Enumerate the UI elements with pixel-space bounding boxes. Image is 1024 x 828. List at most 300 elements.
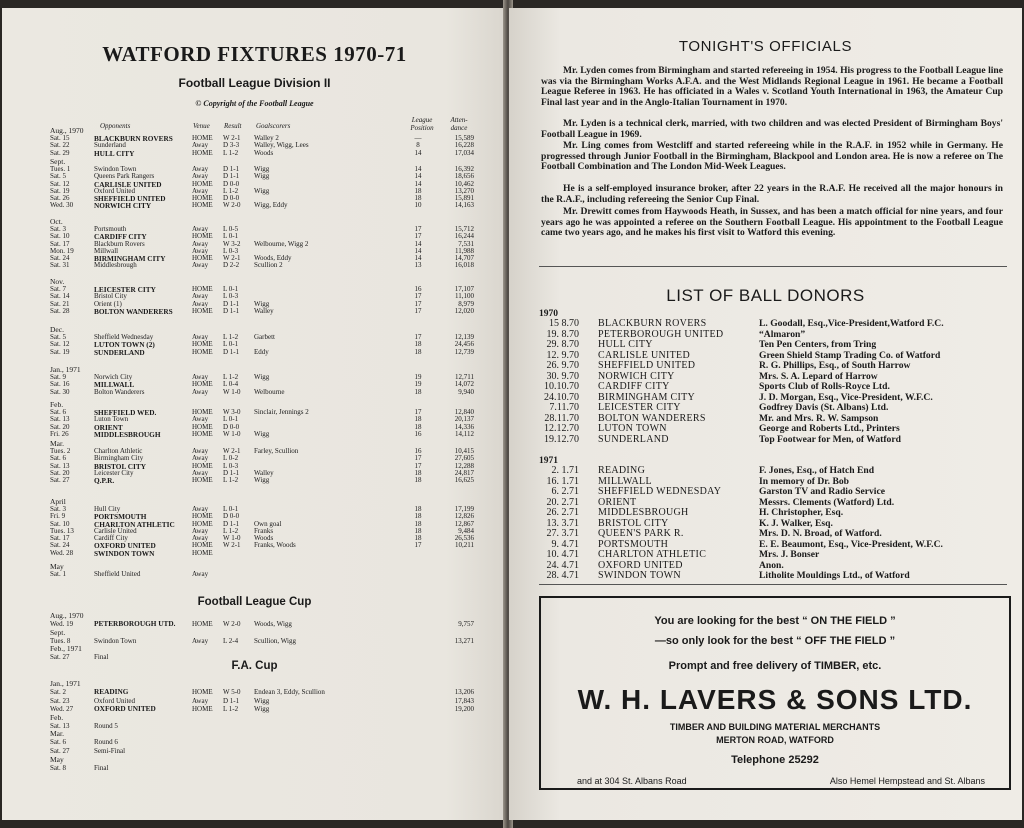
fixture-result: L 0-1 <box>223 285 239 293</box>
fixture-venue: Away <box>192 292 209 301</box>
donor-match-date: 16. 1.71 <box>546 475 579 487</box>
fixture-result: L 0-2 <box>223 454 239 463</box>
fixture-date: Sat. 13 <box>50 461 70 470</box>
donor-row <box>539 424 1009 435</box>
fixture-venue: HOME <box>192 194 213 203</box>
fixture-venue: Away <box>192 526 209 535</box>
fixture-venue: HOME <box>192 148 213 157</box>
venue-header: Venue <box>193 122 210 130</box>
fixture-attendance: 14,112 <box>455 429 474 438</box>
fixture-result: L 1-2 <box>223 333 239 341</box>
fixture-date: Sat. 13 <box>50 415 70 424</box>
fixture-result: L 1-2 <box>223 148 239 157</box>
fixture-date: Sat. 22 <box>50 141 70 150</box>
donor-row <box>539 529 1009 540</box>
fixture-row <box>42 705 472 714</box>
fixture-attendance: 9,940 <box>458 387 474 396</box>
fixture-attendance: 12,840 <box>454 408 474 416</box>
donor-match-date: 9. 4.71 <box>551 538 579 550</box>
fixture-league-position: 18 <box>414 476 422 485</box>
fixture-row <box>42 722 472 731</box>
fixture-date: Sat. 27 <box>50 746 70 755</box>
fixture-result: W 2-1 <box>223 254 241 263</box>
month-label: Sept. <box>50 157 66 166</box>
officials-paragraph: Mr. Lyden comes from Birmingham and started refereeing in 1954. His progress to the Football League line was via the Birmingham Works A.F.A. and the West Midlands Regional League in 1961. He became a Football League Referee in 1963. He has officiated in a Wales v. Scotland Youth International in 1963, the Amateur Cup Final last year and in the Anglo-Italian Tournament in 1970. <box>541 65 1003 108</box>
fixture-scorers: Woods, Eddy <box>254 254 292 263</box>
fixture-attendance: 15,712 <box>454 225 474 233</box>
division-subtitle: Football League Division II <box>178 76 331 90</box>
fixture-row <box>42 202 472 209</box>
fixture-scorers: Woods <box>254 534 274 543</box>
fixture-date: Fri. 9 <box>50 512 66 521</box>
fixture-date: Sat. 6 <box>50 408 66 416</box>
copyright-note: © Copyright of the Football League <box>195 99 314 108</box>
donor-name: Top Footwear for Men, of Watford <box>759 433 901 445</box>
donor-row <box>539 361 1009 372</box>
fixture-opponent: Bristol City <box>94 292 127 301</box>
fixture-opponent: Sheffield United <box>94 570 141 578</box>
month-section <box>42 127 472 157</box>
fixture-scorers: Scullion, Wigg <box>254 636 296 645</box>
fixture-date: Sat. 10 <box>50 519 70 528</box>
fixture-opponent: MIDDLESBROUGH <box>94 429 161 439</box>
fixture-venue: HOME <box>192 476 213 485</box>
fixture-attendance: 9,757 <box>458 620 474 628</box>
ball-donors-title: LIST OF BALL DONORS <box>666 286 865 305</box>
fixture-result: D 1-1 <box>223 519 240 528</box>
fixture-venue: HOME <box>192 306 213 315</box>
fixture-scorers: Wigg <box>254 165 270 173</box>
fixture-date: Tues. 8 <box>50 636 71 645</box>
donor-match-date: 19.12.70 <box>544 433 579 445</box>
fixture-row <box>42 477 472 484</box>
donor-match-date: 28.11.70 <box>544 412 579 424</box>
fixture-row <box>42 150 472 157</box>
donors-year-1970: 1970 <box>539 309 558 319</box>
fixture-result: D 1-1 <box>223 165 240 173</box>
donor-match-date: 6. 2.71 <box>551 486 579 497</box>
donor-opponent: PORTSMOUTH <box>598 538 669 550</box>
month-section <box>42 366 472 396</box>
fixture-opponent: Queens Park Rangers <box>94 172 155 181</box>
month-label: Nov. <box>50 277 65 286</box>
fixture-opponent: BIRMINGHAM CITY <box>94 254 166 264</box>
fixture-opponent: Bolton Wanderers <box>94 387 145 396</box>
fixture-date: Sat. 23 <box>50 696 70 705</box>
fixture-league-position: 18 <box>414 526 422 535</box>
fixture-attendance: 17,034 <box>454 148 474 157</box>
divider <box>539 266 1007 267</box>
fixture-result: D 1-1 <box>223 468 240 477</box>
fixture-date: Fri. 26 <box>50 429 69 438</box>
fixture-opponent: NORWICH CITY <box>94 201 152 211</box>
fixture-result: D 1-1 <box>223 299 240 308</box>
fixture-attendance: 12,711 <box>455 373 474 381</box>
fixture-venue: HOME <box>192 461 213 470</box>
fixture-attendance: 10,462 <box>454 179 474 188</box>
fixture-scorers: Walley <box>254 468 274 477</box>
fixture-opponent: Q.P.R. <box>94 476 115 486</box>
advert-telephone: Telephone 25292 <box>731 754 819 766</box>
fixture-opponent: Birmingham City <box>94 454 144 463</box>
fixture-result: W 2-1 <box>223 134 241 142</box>
fixture-attendance: 17,843 <box>454 696 474 705</box>
fixture-scorers: Eddy <box>254 347 269 356</box>
fixture-date: Wed. 28 <box>50 548 74 557</box>
fixture-result: L 1-2 <box>223 526 239 535</box>
fixture-venue: Away <box>192 454 209 463</box>
fixture-scorers: Franks <box>254 526 274 535</box>
fixture-attendance: 13,206 <box>454 688 474 696</box>
fixture-scorers: Wigg <box>254 705 270 714</box>
donor-match-date: 29. 8.70 <box>546 339 579 350</box>
fixture-venue: Away <box>192 141 209 150</box>
donors-year-1971: 1971 <box>539 456 558 466</box>
fixture-league-position: 17 <box>414 292 422 301</box>
donor-opponent: MIDDLESBROUGH <box>598 507 689 518</box>
fixture-scorers: Garbett <box>254 333 275 341</box>
fixture-venue: HOME <box>192 548 213 557</box>
fixture-venue: HOME <box>192 422 213 431</box>
month-section <box>42 278 472 315</box>
donor-match-date: 30. 9.70 <box>546 370 579 382</box>
donor-name: K. J. Walker, Esq. <box>759 517 833 529</box>
fixture-result: D 1-1 <box>223 306 240 315</box>
fixture-date: Sat. 6 <box>50 454 66 463</box>
fixture-venue: Away <box>192 636 209 645</box>
fixture-row <box>42 308 472 315</box>
fixture-scorers: Endean 3, Eddy, Scullion <box>254 688 325 696</box>
fixture-attendance: 11,100 <box>455 292 474 301</box>
fixture-opponent: Round 6 <box>94 738 118 747</box>
fixture-league-position: 14 <box>414 239 422 248</box>
fixture-venue: HOME <box>192 512 213 521</box>
fixture-result: W 2-0 <box>223 201 241 210</box>
fixture-opponent: Final <box>94 653 109 662</box>
fixture-scorers: Farley, Scullion <box>254 447 299 455</box>
fixture-attendance: 18,656 <box>454 172 474 181</box>
fixture-result: D 1-1 <box>223 172 240 181</box>
fixture-date: Sat. 26 <box>50 194 70 203</box>
donor-name: Ten Pen Centers, from Tring <box>759 339 877 350</box>
fixture-result: D 0-0 <box>223 179 240 188</box>
fixture-opponent: OXFORD UNITED <box>94 541 156 551</box>
advert-firm-name: W. H. LAVERS & SONS LTD. <box>577 684 973 715</box>
fixture-result: W 1-0 <box>223 534 241 543</box>
fixture-venue: Away <box>192 415 209 424</box>
donor-row <box>539 508 1009 519</box>
donor-name: Godfrey Davis (St. Albans) Ltd. <box>759 402 889 413</box>
fixture-date: Sat. 15 <box>50 134 70 142</box>
fixture-attendance: 15,891 <box>454 194 474 203</box>
fixture-attendance: 10,211 <box>455 541 474 550</box>
league-position-header: League Position <box>410 116 434 132</box>
fixture-attendance: 14,163 <box>454 201 474 210</box>
fixture-opponent: LEICESTER CITY <box>94 285 156 294</box>
month-label: Feb., 1971 <box>50 644 82 654</box>
fixture-date: Sat. 16 <box>50 380 70 389</box>
fixture-venue: Away <box>192 239 209 248</box>
fixture-date: Sat. 29 <box>50 148 70 157</box>
fixture-scorers: Welbourne, Wigg 2 <box>254 239 309 248</box>
fixture-league-position: 18 <box>414 415 422 424</box>
month-label: Aug., 1970 <box>50 611 84 620</box>
fixture-opponent: Millwall <box>94 246 119 255</box>
fixture-opponent: Swindon Town <box>94 165 137 173</box>
fixture-league-position: 16 <box>414 429 422 438</box>
fixture-opponent: Round 5 <box>94 721 118 730</box>
fixture-row <box>42 637 472 646</box>
fixture-opponent: Hull City <box>94 505 121 513</box>
fixture-result: L 2-4 <box>223 636 239 645</box>
fixture-result: L 0-5 <box>223 225 239 233</box>
fixture-league-position: 17 <box>414 541 422 550</box>
fixture-league-position: 18 <box>414 534 422 543</box>
fixture-league-position: — <box>414 134 422 142</box>
fixture-scorers: Sinclair, Jennings 2 <box>254 408 309 416</box>
donor-opponent: BRISTOL CITY <box>598 517 669 529</box>
fixture-opponent: Charlton Athletic <box>94 447 143 455</box>
fixture-date: Sat. 20 <box>50 468 70 477</box>
fixture-date: Sat. 27 <box>50 476 70 485</box>
fixture-scorers: Wigg <box>254 373 270 381</box>
fixture-date: Sat. 3 <box>50 225 66 233</box>
fixture-attendance: 14,707 <box>454 254 474 263</box>
fixture-venue: HOME <box>192 620 213 628</box>
fixture-venue: HOME <box>192 541 213 550</box>
fixture-opponent: SWINDON TOWN <box>94 548 155 558</box>
fixture-date: Sat. 5 <box>50 333 66 341</box>
fixture-result: W 2-0 <box>223 620 241 628</box>
donor-opponent: QUEEN'S PARK R. <box>598 528 684 539</box>
donor-match-date: 12. 9.70 <box>546 349 579 361</box>
fixture-attendance: 24,817 <box>454 468 474 477</box>
donor-name: J. D. Morgan, Esq., Vice-President, W.F.C. <box>759 391 933 403</box>
fixture-date: Sat. 2 <box>50 688 66 696</box>
fixture-opponent: SHEFFIELD UNITED <box>94 194 166 204</box>
fixture-opponent: ORIENT <box>94 422 123 432</box>
fixture-opponent: CHARLTON ATHLETIC <box>94 519 175 529</box>
fixture-attendance: 10,415 <box>454 447 474 455</box>
donor-name: R. G. Phillips, Esq., of South Harrow <box>759 360 911 371</box>
month-section <box>42 498 472 557</box>
fixture-result: L 0-1 <box>223 415 239 424</box>
fixture-attendance: 13,270 <box>454 186 474 195</box>
fixture-league-position: 18 <box>414 512 422 521</box>
donor-name: Litholite Mouldings Ltd., of Watford <box>759 570 910 581</box>
fixture-venue: Away <box>192 534 209 543</box>
fixture-league-position: 14 <box>414 148 422 157</box>
fixture-scorers: Woods <box>254 148 274 157</box>
donor-match-date: 10.10.70 <box>544 381 579 392</box>
fixture-attendance: 16,228 <box>454 141 474 150</box>
fixture-league-position: 17 <box>414 232 422 241</box>
fixture-result: L 1-2 <box>223 476 239 485</box>
donor-match-date: 13. 3.71 <box>546 517 579 529</box>
donor-match-date: 20. 2.71 <box>546 496 579 508</box>
fixture-opponent: BOLTON WANDERERS <box>94 306 173 316</box>
fixture-date: Sat. 9 <box>50 373 66 381</box>
month-section <box>42 158 472 210</box>
month-label: May <box>50 562 64 571</box>
fixture-scorers: Wigg <box>254 476 270 485</box>
fixture-scorers: Walley 2 <box>254 134 279 142</box>
fixture-league-position: 17 <box>414 225 422 233</box>
fixture-venue: HOME <box>192 688 213 696</box>
fixture-result: W 3-0 <box>223 408 241 416</box>
fixture-league-position: 19 <box>414 373 422 381</box>
fixture-venue: HOME <box>192 179 213 188</box>
donor-opponent: CARLISLE UNITED <box>598 349 690 361</box>
fixture-attendance: 12,139 <box>454 333 474 341</box>
donor-match-date: 15 8.70 <box>549 318 579 329</box>
month-section <box>42 563 472 578</box>
donor-name: Anon. <box>759 559 784 571</box>
fixture-row <box>42 764 472 773</box>
fixture-league-position: 18 <box>414 505 422 513</box>
fixture-date: Sat. 1 <box>50 570 66 578</box>
donor-opponent: LUTON TOWN <box>598 423 667 434</box>
fixture-date: Sat. 3 <box>50 505 66 513</box>
donor-row <box>539 571 1009 582</box>
fixture-scorers: Scullion 2 <box>254 261 283 270</box>
fixture-league-position: 18 <box>414 347 422 356</box>
officials-paragraph: Mr. Drewitt comes from Haywoods Heath, in Sussex, and has been a match official for nine years, and four years ago he was appointed a referee on the Southern Football League. His appointment to the Football League came two years ago, and he makes his first visit to Watford this evening. <box>541 206 1003 238</box>
fixture-opponent: READING <box>94 687 129 696</box>
donor-name: L. Goodall, Esq.,Vice-President,Watford F.C. <box>759 318 944 329</box>
fixture-venue: HOME <box>192 340 213 349</box>
month-label: Jan., 1971 <box>50 679 81 688</box>
fixture-opponent: Final <box>94 763 109 772</box>
fixture-venue: Away <box>192 225 209 233</box>
donor-name: In memory of Dr. Bob <box>759 475 849 487</box>
fixture-date: Sat. 21 <box>50 299 70 308</box>
fixture-opponent: BLACKBURN ROVERS <box>94 134 173 143</box>
fixture-attendance: 15,589 <box>454 134 474 142</box>
fixture-scorers: Walley, Wigg, Lees <box>254 141 309 150</box>
fixture-league-position: 13 <box>414 261 422 270</box>
fixture-opponent: Sunderland <box>94 141 126 150</box>
fixture-date: Sat. 30 <box>50 387 70 396</box>
month-label: May <box>50 754 64 764</box>
fixture-row <box>42 389 472 396</box>
fixture-scorers: Wigg <box>254 186 270 195</box>
fixture-league-position: 17 <box>414 461 422 470</box>
fixture-league-position: 14 <box>414 179 422 188</box>
fixture-venue: HOME <box>192 232 213 241</box>
fixtures-title: WATFORD FIXTURES 1970-71 <box>102 42 407 66</box>
donor-match-date: 2. 1.71 <box>551 465 579 476</box>
fixture-opponent: CARLISLE UNITED <box>94 179 162 189</box>
month-label: Aug., 1970 <box>50 126 84 135</box>
fixture-venue: Away <box>192 447 209 455</box>
fixture-venue: HOME <box>192 254 213 263</box>
donor-row <box>539 435 1009 446</box>
lavers-advert <box>539 596 1011 790</box>
fixture-opponent: Oxford United <box>94 186 136 195</box>
fixture-date: Sat. 27 <box>50 653 70 662</box>
fixture-venue: Away <box>192 696 209 705</box>
advert-line: Prompt and free delivery of TIMBER, etc. <box>668 660 882 672</box>
fixture-opponent: BRISTOL CITY <box>94 461 146 471</box>
fixture-opponent: Orient (1) <box>94 299 122 308</box>
advert-line: —so only look for the best “ OFF THE FIELD ” <box>654 635 896 647</box>
fixture-attendance: 14,336 <box>454 422 474 431</box>
donor-opponent: PETERBOROUGH UNITED <box>598 328 724 340</box>
month-section <box>42 218 472 270</box>
fixture-date: Tues. 13 <box>50 526 74 535</box>
fixture-result: W 5-0 <box>223 688 241 696</box>
fixture-venue: Away <box>192 505 209 513</box>
fixture-attendance: 7,531 <box>458 239 474 248</box>
donor-match-date: 12.12.70 <box>544 423 579 434</box>
fixture-result: D 0-0 <box>223 422 240 431</box>
donor-row <box>539 466 1009 477</box>
donor-name: H. Christopher, Esq. <box>759 507 844 518</box>
fixture-attendance: 27,605 <box>454 454 474 463</box>
fixture-scorers: Wigg <box>254 299 270 308</box>
fixture-opponent: Oxford United <box>94 696 136 705</box>
fixture-league-position: 17 <box>414 299 422 308</box>
fixture-date: Tues. 1 <box>50 165 71 173</box>
fixture-date: Mon. 19 <box>50 246 74 255</box>
fixture-venue: HOME <box>192 285 213 293</box>
fixture-opponent: Swindon Town <box>94 636 137 645</box>
donor-match-date: 24. 4.71 <box>546 559 579 571</box>
fixture-opponent: Cardiff City <box>94 534 128 543</box>
fixture-league-position: 18 <box>414 186 422 195</box>
fixture-row <box>42 262 472 269</box>
fixture-opponent: OXFORD UNITED <box>94 704 156 714</box>
fixture-venue: Away <box>192 172 209 181</box>
fixture-opponent: LUTON TOWN (2) <box>94 340 155 350</box>
donor-opponent: MILLWALL <box>598 475 652 487</box>
advert-line: You are looking for the best “ ON THE FIELD ” <box>654 615 896 627</box>
donor-opponent: CHARLTON ATHLETIC <box>598 549 707 560</box>
result-header: Result <box>224 122 242 130</box>
fixture-row <box>42 431 472 438</box>
donor-opponent: SHEFFIELD WEDNESDAY <box>598 486 722 497</box>
fixture-opponent: PORTSMOUTH <box>94 512 147 522</box>
fixture-league-position: 14 <box>414 172 422 181</box>
fixture-result: D 0-0 <box>223 194 240 203</box>
fixture-date: Sat. 20 <box>50 422 70 431</box>
fixture-date: Tues. 2 <box>50 447 71 455</box>
donor-match-date: 7.11.70 <box>549 402 579 413</box>
month-label: Jan., 1971 <box>50 365 81 374</box>
fixture-result: L 1-2 <box>223 373 239 381</box>
fixture-date: Sat. 6 <box>50 738 66 747</box>
divider <box>539 584 1007 585</box>
fixture-result: D 1-1 <box>223 696 240 705</box>
fixture-venue: Away <box>192 299 209 308</box>
fixture-attendance: 8,979 <box>458 299 474 308</box>
fixture-opponent: SUNDERLAND <box>94 347 145 357</box>
fixture-venue: Away <box>192 261 209 270</box>
month-label: Feb. <box>50 400 64 409</box>
fixture-league-position: 17 <box>414 333 422 341</box>
fixture-result: L 0-3 <box>223 292 239 301</box>
donor-opponent: CARDIFF CITY <box>598 381 670 392</box>
fixture-attendance: 16,392 <box>454 165 474 173</box>
donor-opponent: ORIENT <box>598 496 637 508</box>
league-cup-title: Football League Cup <box>197 596 312 608</box>
donor-name: Sports Club of Rolls-Royce Ltd. <box>759 381 890 392</box>
fixture-venue: HOME <box>192 429 213 438</box>
fixture-attendance: 12,288 <box>454 461 474 470</box>
donor-name: Garston TV and Radio Service <box>759 486 885 497</box>
fixture-league-position: 18 <box>414 468 422 477</box>
